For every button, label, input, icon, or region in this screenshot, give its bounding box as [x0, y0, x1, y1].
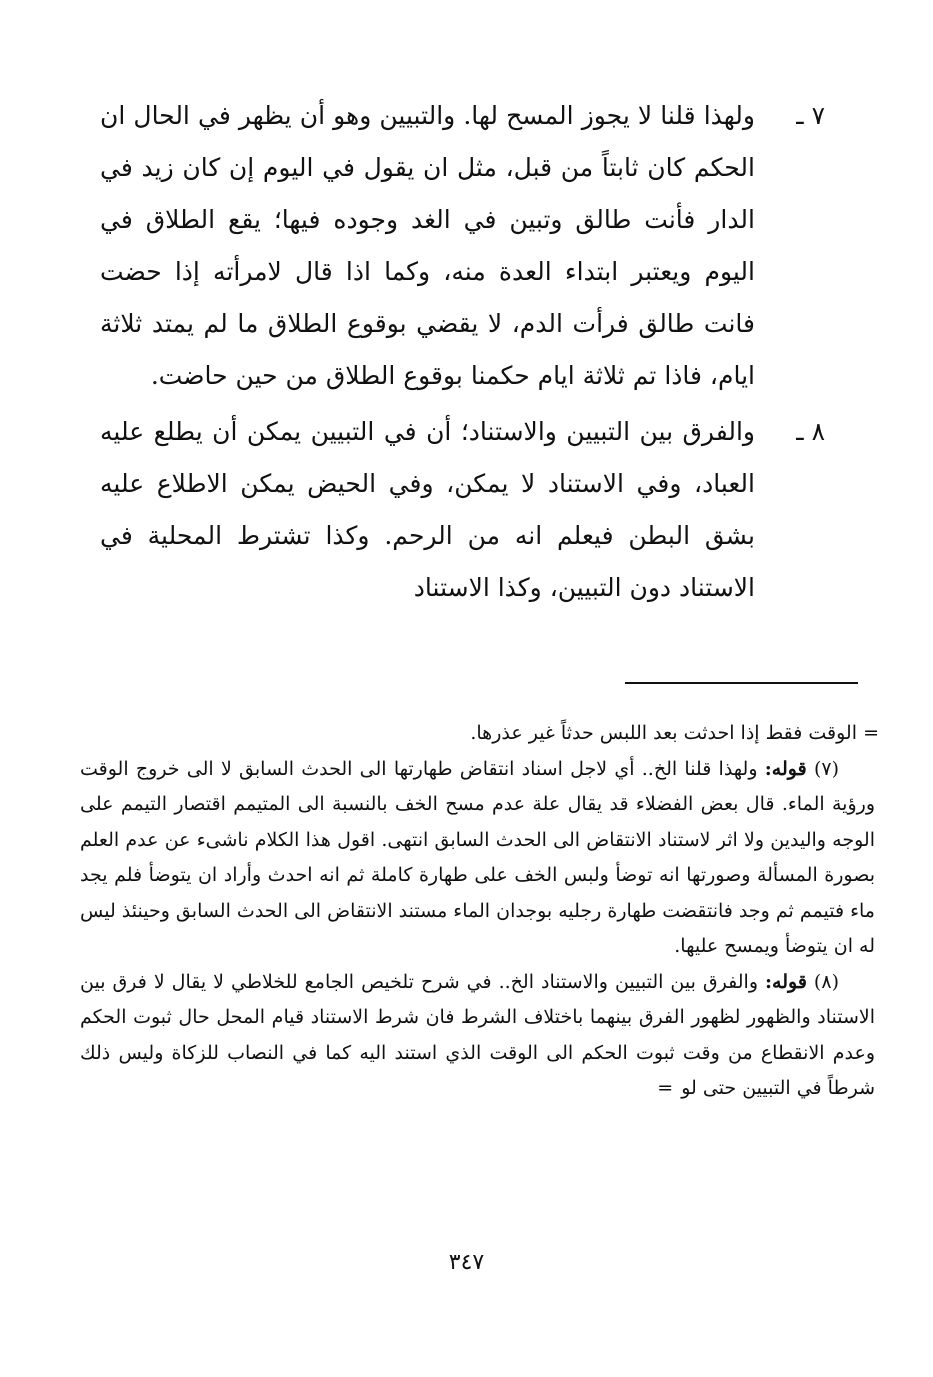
footnote-head: قوله: — [764, 757, 807, 780]
continuation-text: الوقت فقط إذا احدثت بعد اللبس حدثاً غير عذرها. — [470, 722, 857, 744]
footnote-text: والفرق بين التبيين والاستناد الخ.. في شرح تلخيص الجامع للخلاطي لا يقال لا فرق بين الاستناد والظهور لظهور الفرق بينهما باختلاف الشرط فان شرط الاستناد قيام المحل حال ثبوت الحكم وعدم الانقطاع من وقت ثبوت الحكم الى الوقت الذي استند اليه كما في النصاب للزكاة وليس ذلك شرطاً في التبيين حتى لو — [80, 970, 875, 1099]
continuation-end-marker: = — [657, 1077, 674, 1099]
item-text: ولهذا قلنا لا يجوز المسح لها. والتبيين وهو أن يظهر في الحال ان الحكم كان ثابتاً من قبل، مثل ان يقول في اليوم إن كان زيد في الدار فأنت طالق وتبين في الغد وجوده فيها؛ يقع الطلاق في اليوم ويعتبر ابتداء العدة منه، وكما اذا قال لامرأته إذا حضت فانت طالق فرأت الدم، لا يقضي بوقوع الطلاق ما لم يمتد ثلاثة ايام، فاذا تم ثلاثة ايام حكمنا بوقوع الطلاق من حين حاضت. — [100, 101, 755, 390]
footnote — [80, 965, 875, 1107]
footnote — [80, 752, 875, 965]
footnote-separator — [625, 682, 858, 684]
main-item — [100, 406, 825, 614]
footnote-number: (٨) — [813, 970, 839, 993]
footnotes — [80, 716, 879, 1107]
footnote-text: ولهذا قلنا الخ.. أي لاجل اسناد انتقاض طهارتها الى الحدث السابق لا الى خروج الوقت ورؤية الماء. قال بعض الفضلاء قد يقال علة عدم مسح الخف بالنسبة الى المتيمم اقتصار التيمم على الوجه واليدين ولا اثر لاستناد الانتقاض الى الحدث السابق انتهى. اقول هذا الكلام ناشىء عن عدم العلم بصورة المسألة وصورتها انه توضأ ولبس الخف على طهارة كاملة ثم انه احدث وأراد ان يتوضأ فلم يجد ماء فتيمم ثم وجد فانتقضت طهارة رجليه بوجدان الماء مستند الانتقاض الى الحدث السابق وحينئذ ليس له ان يتوضأ ويمسح عليها. — [80, 757, 875, 957]
footnote-continuation — [80, 716, 879, 752]
continuation-marker: = — [863, 722, 879, 744]
footnote-head: قوله: — [765, 970, 807, 993]
item-number: ٧ ـ — [796, 101, 825, 130]
footnote-number: (٧) — [813, 757, 840, 780]
item-number: ٨ ـ — [796, 417, 825, 446]
main-item — [100, 90, 825, 402]
main-text — [100, 90, 825, 618]
item-text: والفرق بين التبيين والاستناد؛ أن في التبيين يمكن أن يطلع عليه العباد، وفي الاستناد لا يمكن، وفي الحيض يمكن الاطلاع عليه بشق البطن فيعلم انه من الرحم. وكذا تشترط المحلية في الاستناد دون التبيين، وكذا الاستناد — [100, 417, 755, 602]
page-number: ٣٤٧ — [448, 1250, 485, 1275]
